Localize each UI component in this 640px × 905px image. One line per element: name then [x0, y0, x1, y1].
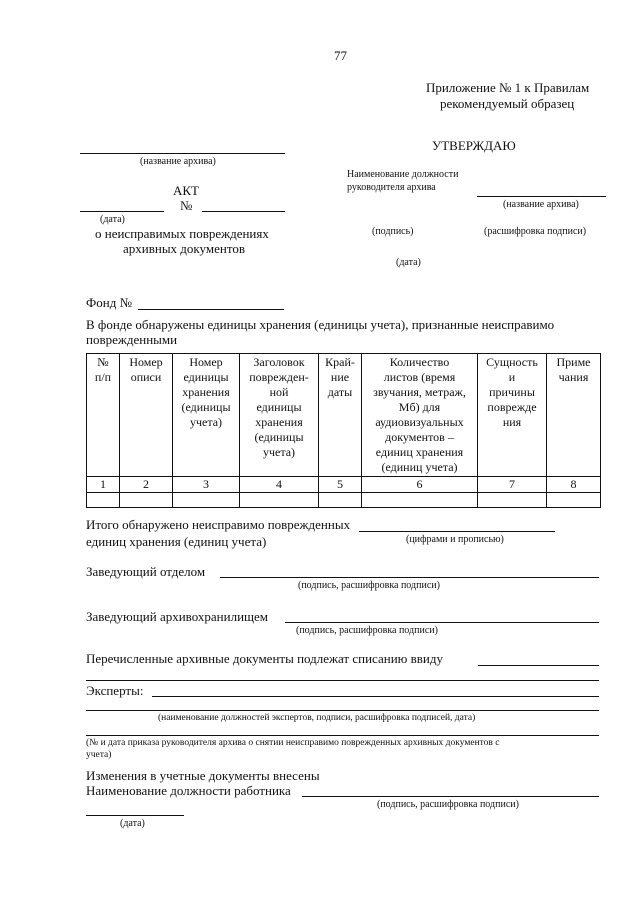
writeoff-line — [478, 665, 599, 666]
header-damage-nature: Сущность и причины поврежде ния — [486, 355, 538, 429]
column-number: 2 — [120, 477, 173, 493]
column-number: 4 — [240, 477, 319, 493]
empty-cell — [87, 493, 120, 508]
empty-cell — [478, 493, 547, 508]
changes-position-line — [302, 796, 599, 797]
header-unit-title: Заголовок поврежден- ной единицы хранения (единицы учета) — [249, 355, 309, 459]
act-title: АКТ — [173, 183, 199, 198]
total-caption: (цифрами и прописью) — [406, 534, 504, 545]
intro-line1: В фонде обнаружены единицы хранения (единицы учета), признанные неисправимо — [86, 317, 555, 332]
appendix-title: Приложение № 1 к Правилам — [426, 80, 590, 95]
act-number-label: № — [180, 198, 193, 213]
header-sheet-count: Количество листов (время звучания, метраж, Мб) для аудиовизуальных документов – единиц хранения (единиц учета) — [373, 355, 466, 474]
experts-line-2 — [86, 710, 599, 711]
changes-date-line — [86, 815, 184, 816]
column-number: 1 — [87, 477, 120, 493]
table-row — [87, 493, 601, 508]
approve-title: УТВЕРЖДАЮ — [432, 138, 516, 153]
table-numbers-row — [87, 477, 601, 493]
act-number-line — [202, 211, 285, 212]
header-cell — [478, 354, 547, 477]
experts-label: Эксперты: — [86, 683, 144, 698]
approve-position-line2: руководителя архива — [347, 182, 436, 193]
header-cell — [547, 354, 601, 477]
total-line1: Итого обнаружено неисправимо поврежденных — [86, 517, 351, 532]
act-date-caption: (дата) — [100, 214, 125, 225]
head-storage-caption: (подпись, расшифровка подписи) — [296, 625, 438, 636]
empty-cell — [173, 493, 240, 508]
approve-signature-caption: (подпись) — [372, 226, 414, 237]
empty-cell — [319, 493, 362, 508]
writeoff-line-2 — [86, 680, 599, 681]
header-cell — [120, 354, 173, 477]
damaged-units-table — [86, 353, 601, 508]
act-subject-line1: о неисправимых повреждениях — [95, 226, 269, 241]
head-storage-label: Заведующий архивохранилищем — [86, 609, 269, 624]
header-cell — [173, 354, 240, 477]
writeoff-text: Перечисленные архивные документы подлежат списанию ввиду — [86, 651, 443, 666]
order-caption-line2: учета) — [86, 750, 112, 760]
approve-archive-caption: (название архива) — [503, 199, 579, 210]
approve-date-caption: (дата) — [396, 257, 421, 268]
head-department-line — [220, 577, 599, 578]
experts-caption: (наименование должностей экспертов, подписи, расшифровка подписей, дата) — [158, 713, 476, 723]
approve-archive-line — [477, 196, 606, 197]
head-department-label: Заведующий отделом — [86, 564, 206, 579]
header-cell — [319, 354, 362, 477]
appendix-subtitle: рекомендуемый образец — [440, 96, 575, 111]
archive-name-line — [80, 153, 285, 154]
empty-cell — [120, 493, 173, 508]
header-number: № п/п — [94, 355, 112, 384]
header-cell — [87, 354, 120, 477]
page-number: 77 — [334, 48, 347, 63]
empty-cell — [240, 493, 319, 508]
empty-cell — [362, 493, 478, 508]
total-line2: единиц хранения (единиц учета) — [86, 534, 267, 549]
header-cell — [362, 354, 478, 477]
header-cell — [240, 354, 319, 477]
column-number: 5 — [319, 477, 362, 493]
act-date-line — [80, 211, 164, 212]
changes-caption: (подпись, расшифровка подписи) — [377, 799, 519, 810]
changes-line1: Изменения в учетные документы внесены — [86, 768, 320, 783]
empty-cell — [547, 493, 601, 508]
head-department-caption: (подпись, расшифровка подписи) — [298, 580, 440, 591]
column-number: 7 — [478, 477, 547, 493]
table-header-row — [87, 354, 601, 477]
fund-label: Фонд № — [86, 295, 132, 310]
head-storage-line — [285, 622, 599, 623]
header-notes: Приме чания — [556, 355, 591, 384]
column-number: 3 — [173, 477, 240, 493]
changes-position-label: Наименование должности работника — [86, 783, 291, 798]
fund-line — [138, 309, 284, 310]
act-subject-line2: архивных документов — [123, 241, 245, 256]
changes-date-caption: (дата) — [120, 818, 145, 829]
header-dates: Край- ние даты — [325, 355, 355, 399]
intro-line2: поврежденными — [86, 332, 178, 347]
experts-line — [152, 696, 599, 697]
approve-position-line1: Наименование должности — [347, 169, 459, 180]
header-inventory: Номер описи — [129, 355, 163, 384]
column-number: 8 — [547, 477, 601, 493]
approve-decoding-caption: (расшифровка подписи) — [484, 226, 587, 237]
archive-name-caption: (название архива) — [140, 156, 216, 167]
total-line — [359, 531, 555, 532]
header-unit-number: Номер единицы хранения (единицы учета) — [181, 355, 231, 429]
order-line — [86, 735, 599, 736]
order-caption-line1: (№ и дата приказа руководителя архива о снятии неисправимо поврежденных архивных документов с — [86, 738, 500, 748]
column-number: 6 — [362, 477, 478, 493]
